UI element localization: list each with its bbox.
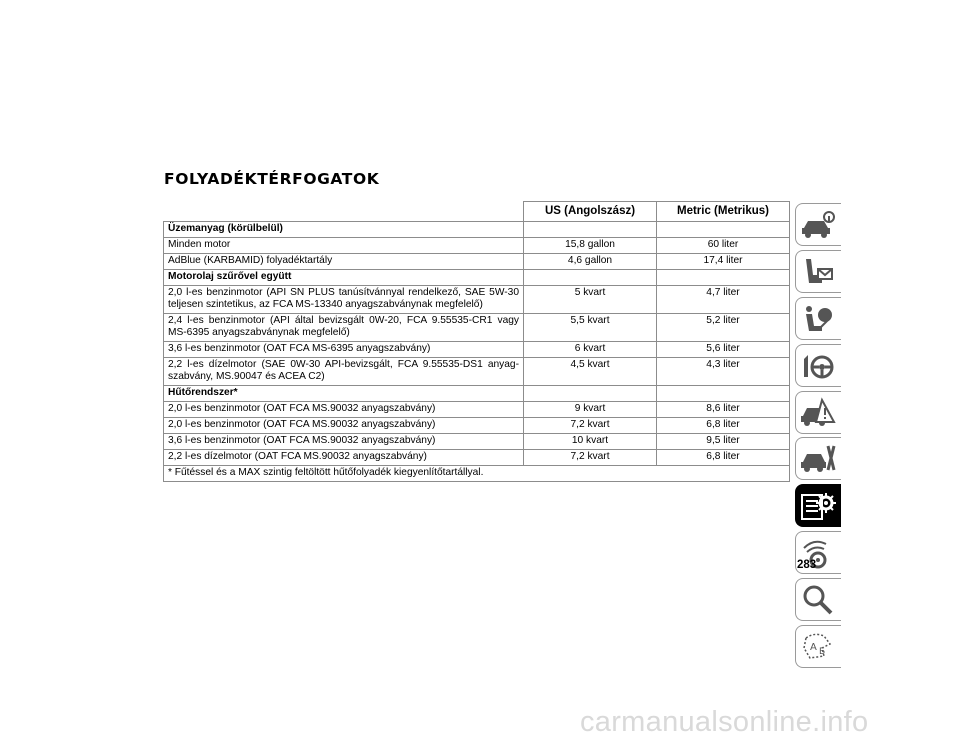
row-metric-value: 5,2 liter: [657, 314, 790, 342]
page-title: FOLYADÉKTÉRFOGATOK: [164, 170, 380, 188]
row-label: AdBlue (KARBAMID) folyadéktartály: [164, 254, 524, 270]
footnote: * Fűtéssel és a MAX szintig feltöltött hűtőfolyadék kiegyenlítőtartállyal.: [164, 466, 790, 482]
table-row: [164, 254, 790, 270]
row-metric-value: 5,6 liter: [657, 342, 790, 358]
row-label: 3,6 l-es benzinmotor (OAT FCA MS-6395 anyagszabvány): [164, 342, 524, 358]
steering-wheel-icon: [800, 349, 836, 383]
page-number: 283: [797, 559, 817, 571]
table-row: [164, 314, 790, 342]
footnote-row: [164, 466, 790, 482]
car-warning-icon: [800, 396, 836, 430]
seat-message-icon: [800, 255, 836, 289]
magnifier-index-icon: [800, 583, 836, 617]
row-label: 2,0 l-es benzinmotor (OAT FCA MS.90032 anyagszabvány): [164, 402, 524, 418]
row-metric-value: 17,4 liter: [657, 254, 790, 270]
tab-car-info[interactable]: [795, 203, 841, 246]
chapter-tabs: [795, 203, 841, 672]
row-us-value: [524, 386, 657, 402]
tab-language[interactable]: [795, 625, 841, 668]
row-us-value: 4,6 gallon: [524, 254, 657, 270]
row-metric-value: [657, 386, 790, 402]
tab-airbag[interactable]: [795, 297, 841, 340]
row-us-value: [524, 222, 657, 238]
car-tools-icon: [800, 442, 836, 476]
row-label: 2,0 l-es benzinmotor (OAT FCA MS.90032 anyagszabvány): [164, 418, 524, 434]
table-row: [164, 222, 790, 238]
row-metric-value: 4,3 liter: [657, 358, 790, 386]
table-row: [164, 402, 790, 418]
row-metric-value: 60 liter: [657, 238, 790, 254]
specifications-gear-icon: [800, 489, 836, 523]
row-metric-value: 6,8 liter: [657, 450, 790, 466]
header-blank: [164, 202, 524, 222]
svg-text:Б: Б: [819, 647, 826, 658]
row-label: 2,2 l-es dízelmotor (OAT FCA MS.90032 anyagszabvány): [164, 450, 524, 466]
row-us-value: 6 kvart: [524, 342, 657, 358]
row-label: Minden motor: [164, 238, 524, 254]
row-us-value: [524, 270, 657, 286]
row-label: Hűtőrendszer*: [164, 386, 524, 402]
svg-text:A: A: [810, 642, 817, 654]
car-info-icon: [800, 208, 836, 242]
tab-car-tools[interactable]: [795, 437, 841, 480]
row-us-value: 5 kvart: [524, 286, 657, 314]
row-label: 3,6 l-es benzinmotor (OAT FCA MS.90032 anyagszabvány): [164, 434, 524, 450]
row-metric-value: [657, 270, 790, 286]
table-row: [164, 450, 790, 466]
row-label: 2,4 l-es benzinmotor (API által bevizsgált 0W-20, FCA 9.55535-CR1 vagy MS-6395 anyagszabványnak megfelelő): [164, 314, 524, 342]
table-row: [164, 386, 790, 402]
row-metric-value: 4,7 liter: [657, 286, 790, 314]
row-metric-value: 6,8 liter: [657, 418, 790, 434]
fluid-capacities-table: [163, 201, 790, 482]
row-us-value: 9 kvart: [524, 402, 657, 418]
row-label: Motorolaj szűrővel együtt: [164, 270, 524, 286]
table-row: [164, 270, 790, 286]
header-us: US (Angolszász): [524, 202, 657, 222]
tab-index-search[interactable]: [795, 578, 841, 621]
watermark: carmanualsonline.info: [580, 706, 869, 738]
row-label: Üzemanyag (körülbelül): [164, 222, 524, 238]
tab-specifications[interactable]: [795, 484, 841, 527]
tab-steering[interactable]: [795, 344, 841, 387]
table-row: [164, 342, 790, 358]
row-us-value: 5,5 kvart: [524, 314, 657, 342]
table-row: [164, 418, 790, 434]
row-label: 2,2 l-es dízelmotor (SAE 0W-30 API-bevizsgált, FCA 9.55535-DS1 anyag-szabvány, MS.90047 és ACEA C2): [164, 358, 524, 386]
tab-seat-message[interactable]: [795, 250, 841, 293]
row-us-value: 15,8 gallon: [524, 238, 657, 254]
table-row: [164, 286, 790, 314]
table-header-row: [164, 202, 790, 222]
row-us-value: 4,5 kvart: [524, 358, 657, 386]
row-metric-value: 9,5 liter: [657, 434, 790, 450]
table-row: [164, 238, 790, 254]
row-metric-value: 8,6 liter: [657, 402, 790, 418]
header-metric: Metric (Metrikus): [657, 202, 790, 222]
row-us-value: 7,2 kvart: [524, 418, 657, 434]
table-row: [164, 358, 790, 386]
airbag-seat-icon: [800, 302, 836, 336]
row-us-value: 10 kvart: [524, 434, 657, 450]
row-label: 2,0 l-es benzinmotor (API SN PLUS tanúsítvánnyal rendelkező, SAE 5W-30 teljesen szintetikus, az FCA MS-13340 anyagszabványnak megfelelő): [164, 286, 524, 314]
language-icon: [800, 630, 836, 664]
row-us-value: 7,2 kvart: [524, 450, 657, 466]
row-metric-value: [657, 222, 790, 238]
table-row: [164, 434, 790, 450]
tab-car-warning[interactable]: [795, 391, 841, 434]
